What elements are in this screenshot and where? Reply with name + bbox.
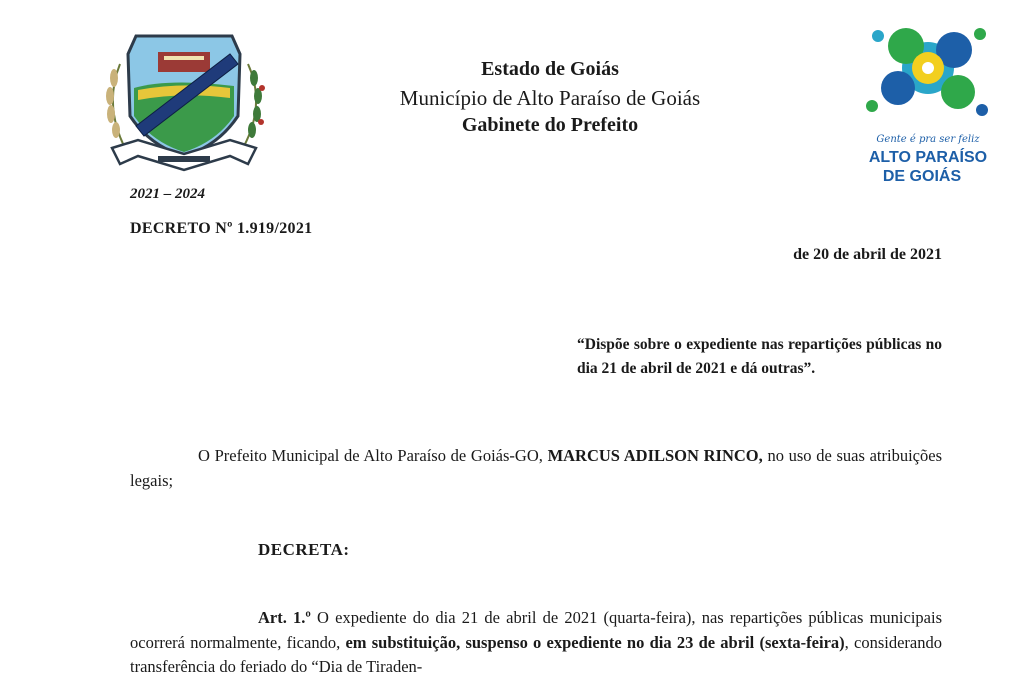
header-municipality: Município de Alto Paraíso de Goiás bbox=[399, 86, 701, 110]
administration-period: 2021 – 2024 bbox=[130, 186, 205, 202]
mayor-name: MARCUS ADILSON RINCO, bbox=[547, 446, 763, 465]
alto-paraiso-logo bbox=[858, 10, 998, 190]
decreta-heading: DECRETA: bbox=[258, 540, 350, 559]
article-1-bold: em substituição, suspenso o expediente no dia 23 de abril (sexta-feira) bbox=[345, 632, 845, 652]
decree-number: DECRETO Nº 1.919/2021 bbox=[130, 220, 313, 237]
preamble-text-2: no uso de suas atribuições legais; bbox=[130, 446, 942, 490]
decree-date: de 20 de abril de 2021 bbox=[793, 246, 942, 263]
municipal-crest bbox=[98, 24, 270, 174]
preamble-text-1: O Prefeito Municipal de Alto Paraíso de Goiás-GO, bbox=[198, 446, 548, 465]
article-1-text-2: , considerando transferência do feriado do “Dia de Tiraden- bbox=[130, 632, 942, 676]
header-state: Estado de Goiás bbox=[481, 58, 619, 80]
logo-tagline: Gente é pra ser feliz bbox=[876, 134, 980, 145]
article-1-text-1: O expediente do dia 21 de abril de 2021 (quarta-feira), nas repartições públicas municipais ocorrerá normalmente, ficando, bbox=[130, 608, 942, 652]
logo-name-line2: DE GOIÁS bbox=[882, 168, 962, 185]
article-1-label: Art. 1.º bbox=[258, 608, 311, 627]
preamble-paragraph bbox=[130, 444, 942, 493]
logo-name-line1: ALTO PARAÍSO bbox=[868, 149, 988, 166]
decree-summary: “Dispõe sobre o expediente nas repartições públicas no dia 21 de abril de 2021 e dá outras”. bbox=[577, 336, 942, 377]
article-1 bbox=[130, 606, 942, 680]
header-office: Gabinete do Prefeito bbox=[461, 114, 639, 136]
